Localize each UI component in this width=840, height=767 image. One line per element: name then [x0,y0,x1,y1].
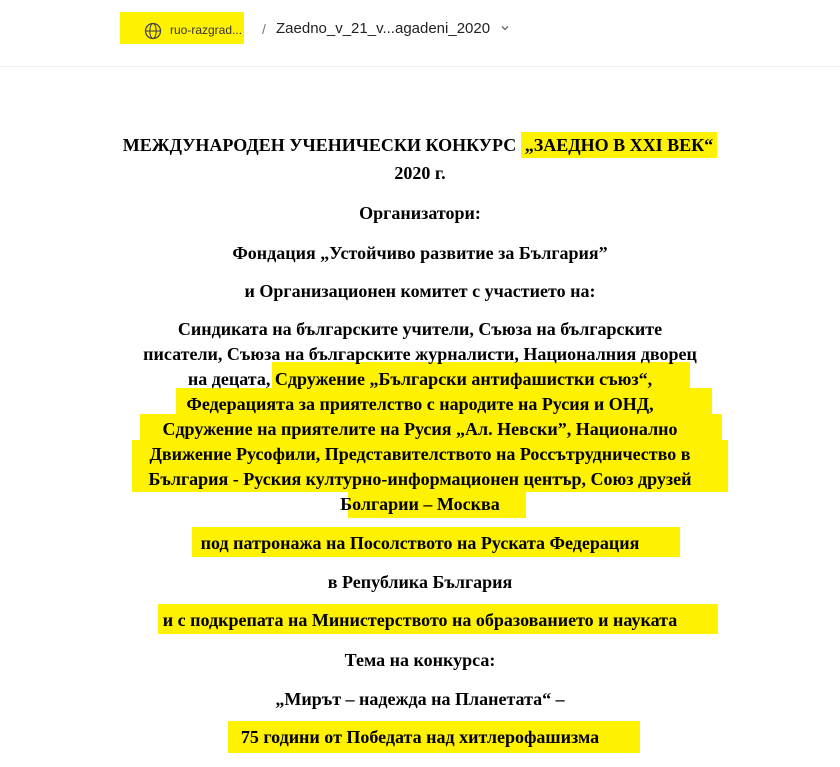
committee-line: и Организационен комитет с участието на: [244,281,596,301]
participants-line: на децата, Сдружение „Български антифашистки съюз“, [187,369,653,389]
browser-breadcrumb-bar [0,0,840,67]
breadcrumb-site-link[interactable]: ruo-razgrad... [170,23,243,37]
theme-heading: Тема на конкурса: [344,650,496,670]
document-title [0,134,840,156]
participants-line: писатели, Съюза на българските журналисти, Националния дворец [143,344,697,364]
participants-line: Сдружение на приятелите на Русия „Ал. Невски”, Национално [162,419,678,439]
participants-line: Синдиката на българските учители, Съюза на българските [177,319,663,339]
support-line: и с подкрепата на Министерството на образованието и науката [162,610,678,630]
document-year: 2020 г. [394,163,446,183]
document-page [0,66,840,767]
globe-icon [144,22,162,40]
breadcrumb-separator: / [262,21,266,37]
participants-line: Болгарии – Москва [340,494,500,514]
chevron-down-icon[interactable] [499,22,511,34]
patronage-line: под патронажа на Посолството на Руската Федерация [200,533,640,553]
theme-sub-line: 75 години от Победата над хитлерофашизма [240,727,600,747]
organizers-heading: Организатори: [359,203,481,223]
participants-line: България - Руския културно-информационен център, Союз друзей [148,469,692,489]
foundation-line: Фондация „Устойчиво развитие за България” [232,243,608,263]
title-prefix: МЕЖДУНАРОДЕН УЧЕНИЧЕСКИ КОНКУРС [122,135,521,155]
participants-line: Федерацията за приятелство с народите на Русия и ОНД, [186,394,654,414]
title-highlight: „ЗАЕДНО В XXI ВЕК“ [521,132,717,158]
participants-line: Движение Русофили, Представителството на Россътрудничество в [149,444,691,464]
republic-line: в Република България [327,572,513,592]
breadcrumb-file-name[interactable]: Zaedno_v_21_v...agadeni_2020 [276,20,491,37]
theme-line: „Мирът – надежда на Планетата“ – [275,689,565,709]
